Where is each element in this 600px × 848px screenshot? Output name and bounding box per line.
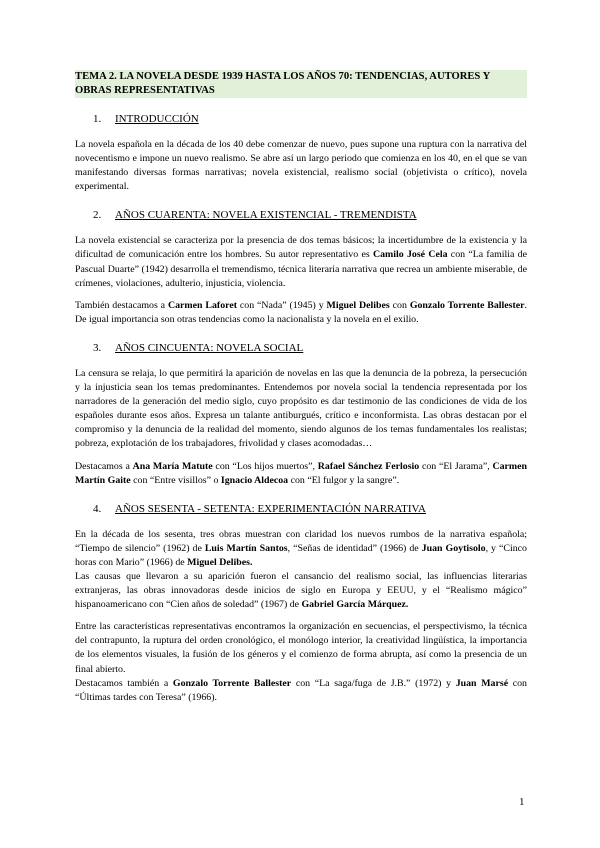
section-number: 1. [93, 113, 102, 125]
paragraph: La novela española en la década de los 40 debe comenzar de nuevo, pues supone una ruptura con la narrativa del novecentismo e impone un nuevo realismo. Se abre así un largo periodo que comienza en los 40, en el que se van manifestando diversas formas narrativas; novela existencial, realismo social (objetivista o crítico), novela experimental. [75, 139, 527, 193]
paragraph: La novela existencial se caracteriza por la presencia de dos temas básicos; la incertidumbre de la existencia y la dificultad de comunicación entre los hombres. Su autor representativo es Camilo José Cela con “La familia de Pascual Duarte” (1942) desarrolla el tremendismo, técnica literaria narrativa que recrea un ambiente miserable, de crímenes, violaciones, adulterio, injusticia, violencia. [75, 235, 527, 289]
paragraph: La censura se relaja, lo que permitirá la aparición de novelas en las que la denuncia de la pobreza, la persecución y la injusticia sean los temas predominantes. Entendemos por novela social la tendencia representada por los narradores de la generación del medio siglo, cuyo propósito es dar testimonio de las condiciones de vida de los españoles durante esos años. Expresa un talante antiburgués, crítico e inconformista. Las obras destacan por el compromiso y la denuncia de la realidad del momento, siendo algunos de los temas fundamentales los realistas; pobreza, explotación de los trabajadores, frivolidad y clases acomodadas… [75, 367, 527, 450]
author-name: Juan Goytisolo [421, 542, 486, 554]
section-number: 3. [93, 341, 102, 354]
section-number: 2. [93, 209, 102, 222]
section-title: AÑOS SESENTA - SETENTA: EXPERIMENTACIÓN NARRATIVA [115, 502, 426, 515]
author-name: Luis Martín Santos [204, 542, 288, 554]
author-name: Gonzalo Torrente Ballester [409, 299, 525, 311]
section-number: 4. [93, 502, 102, 515]
paragraph: En la década de los sesenta, tres obras muestran con claridad los nuevos rumbos de la narrativa española; “Tiempo de silencio” (1962) de Luis Martín Santos, “Señas de identidad” (1966) de Juan Goytisolo, y “Cinco horas con Mario” (1966) de Miguel Delibes. [75, 528, 527, 568]
author-name: Ignacio Aldecoa [220, 474, 289, 486]
paragraph: También destacamos a Carmen Laforet con “Nada” (1945) y Miguel Delibes con Gonzalo Torrente Ballester. De igual importancia son otras tendencias como la nacionalista y la novela en el exilio. [75, 299, 528, 325]
paragraph: Destacamos a Ana María Matute con “Los hijos muertos”, Rafael Sánchez Ferlosio con “El Jarama”, Carmen Martín Gaite con “Entre visillos” o Ignacio Aldecoa con “El fulgor y la sangre”. [75, 460, 528, 486]
section-heading-anos-cuarenta [75, 208, 527, 222]
section-title: AÑOS CUARENTA: NOVELA EXISTENCIAL - TREMENDISTA [115, 209, 417, 222]
section-heading-anos-cincuenta [75, 341, 527, 355]
author-name: Miguel Delibes. [187, 556, 253, 568]
paragraph: Entre las características representativas encontramos la organización en secuencias, el perspectivismo, la técnica del contrapunto, la ruptura del orden cronológico, el monólogo interior, la creatividad lingüística, la importancia de los elementos visuales, la fusión de los géneros y el comienzo de forma abrupta, así como la presencia de un final abierto. [75, 621, 527, 675]
page-number: 1 [519, 796, 525, 808]
author-name: Carmen Laforet [167, 299, 238, 311]
author-name: Rafael Sánchez Ferlosio [317, 460, 420, 472]
section-title: INTRODUCCIÓN [115, 113, 199, 125]
author-name: Miguel Delibes [326, 299, 390, 311]
author-name: Ana María Matute [132, 460, 213, 472]
document-page [75, 70, 527, 705]
document-title: TEMA 2. LA NOVELA DESDE 1939 HASTA LOS AÑOS 70: TENDENCIAS, AUTORES Y OBRAS REPRESENTATIVAS [75, 70, 527, 98]
author-name: Gonzalo Torrente Ballester [172, 677, 292, 689]
author-name: Gabriel García Márquez. [301, 599, 409, 611]
author-name: Carmen Martín Gaite [75, 460, 528, 486]
section-heading-anos-sesenta-setenta [75, 502, 527, 516]
author-name: Camilo José Cela [372, 249, 448, 261]
paragraph: Destacamos también a Gonzalo Torrente Ballester con “La saga/fuga de J.B.” (1972) y Juan Marsé con “Últimas tardes con Teresa” (1966). [75, 677, 527, 703]
author-name: Juan Marsé [455, 677, 509, 689]
section-heading-introduccion [75, 112, 527, 126]
paragraph: Las causas que llevaron a su aparición fueron el cansancio del realismo social, las influencias literarias extranjeras, las obras innovadoras desde inicios de siglo en Europa y EEUU, y el “Realismo mágico” hispanoamericano con “Cien años de soledad” (1967) de Gabriel García Márquez. [75, 570, 527, 611]
section-title: AÑOS CINCUENTA: NOVELA SOCIAL [115, 341, 304, 354]
